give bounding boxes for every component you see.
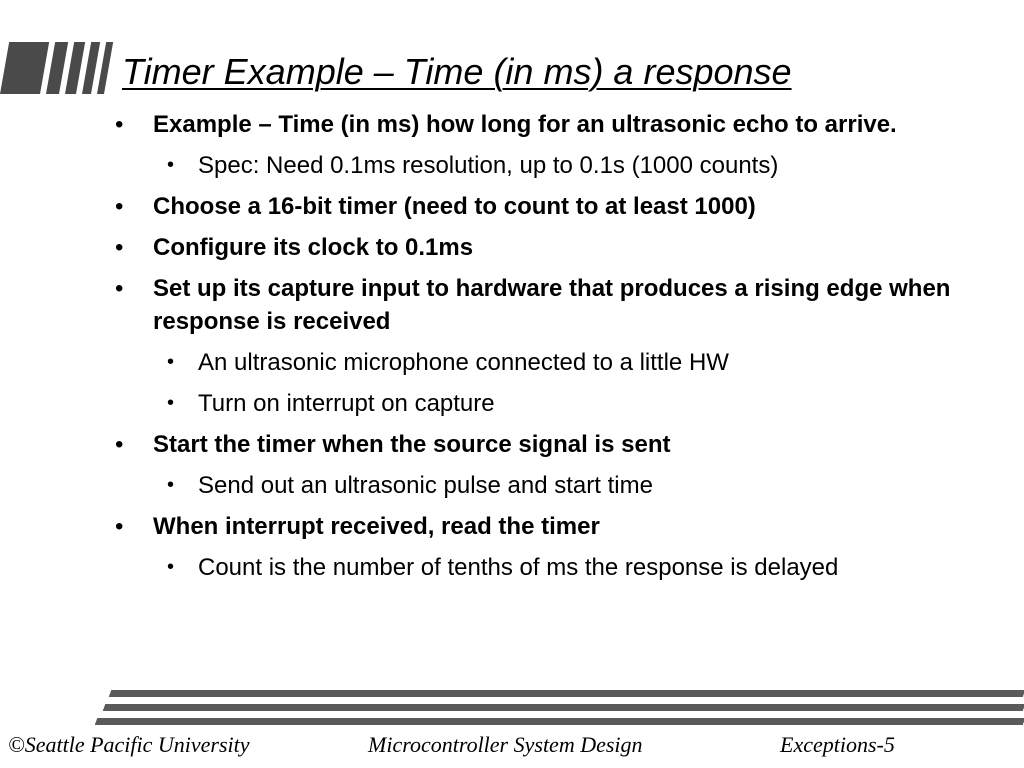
header-logo-stripes: [0, 42, 108, 94]
sub-bullet-item: [112, 551, 972, 584]
bullet-dot: •: [167, 556, 175, 578]
bullet-dot: •: [167, 154, 175, 176]
bullet-text: Set up its capture input to hardware that produces a rising edge when response is received: [153, 275, 951, 335]
footer-copyright: ©Seattle Pacific University: [8, 732, 250, 757]
logo-stripe: [0, 42, 49, 94]
sub-bullet-item: [112, 149, 972, 182]
bullet-text: An ultrasonic microphone connected to a little HW: [198, 349, 729, 376]
bullet-item: [112, 231, 972, 264]
bullet-item: [112, 272, 972, 338]
bullet-dot: •: [115, 111, 124, 138]
bullet-text: Count is the number of tenths of ms the response is delayed: [198, 554, 839, 581]
bullet-dot: •: [167, 392, 175, 414]
logo-stripe: [65, 42, 85, 94]
footer-course-title: Microcontroller System Design: [368, 732, 643, 757]
bullet-dot: •: [115, 193, 124, 220]
bullet-item: [112, 510, 972, 543]
bullet-item: [112, 428, 972, 461]
slide-title: Timer Example – Time (in ms) a response: [122, 51, 792, 92]
bullet-text: Spec: Need 0.1ms resolution, up to 0.1s (1000 counts): [198, 152, 779, 179]
bullet-dot: •: [115, 234, 124, 261]
footer-bar: [103, 704, 1024, 711]
footer-decoration: [96, 690, 1024, 728]
logo-stripe: [46, 42, 68, 94]
bullet-dot: •: [167, 351, 175, 373]
footer-bar: [95, 718, 1024, 725]
bullet-dot: •: [115, 513, 124, 540]
bullet-text: Example – Time (in ms) how long for an ultrasonic echo to arrive.: [153, 111, 897, 138]
bullet-text: Turn on interrupt on capture: [198, 390, 495, 417]
footer: [0, 732, 1024, 762]
bullet-item: [112, 190, 972, 223]
bullet-dot: •: [167, 474, 175, 496]
bullet-text: When interrupt received, read the timer: [153, 513, 600, 540]
sub-bullet-item: [112, 469, 972, 502]
bullet-text: Send out an ultrasonic pulse and start time: [198, 472, 653, 499]
footer-bar: [109, 690, 1024, 697]
bullet-text: Configure its clock to 0.1ms: [153, 234, 474, 261]
sub-bullet-item: [112, 346, 972, 379]
sub-bullet-item: [112, 387, 972, 420]
bullet-text: Start the timer when the source signal is sent: [153, 431, 671, 458]
bullet-item: [112, 108, 972, 141]
bullet-list: [112, 108, 972, 592]
logo-stripe: [97, 42, 113, 94]
bullet-dot: •: [115, 431, 124, 458]
bullet-text: Choose a 16-bit timer (need to count to at least 1000): [153, 193, 756, 220]
bullet-dot: •: [115, 275, 124, 302]
footer-slide-number: Exceptions-5: [780, 732, 895, 757]
